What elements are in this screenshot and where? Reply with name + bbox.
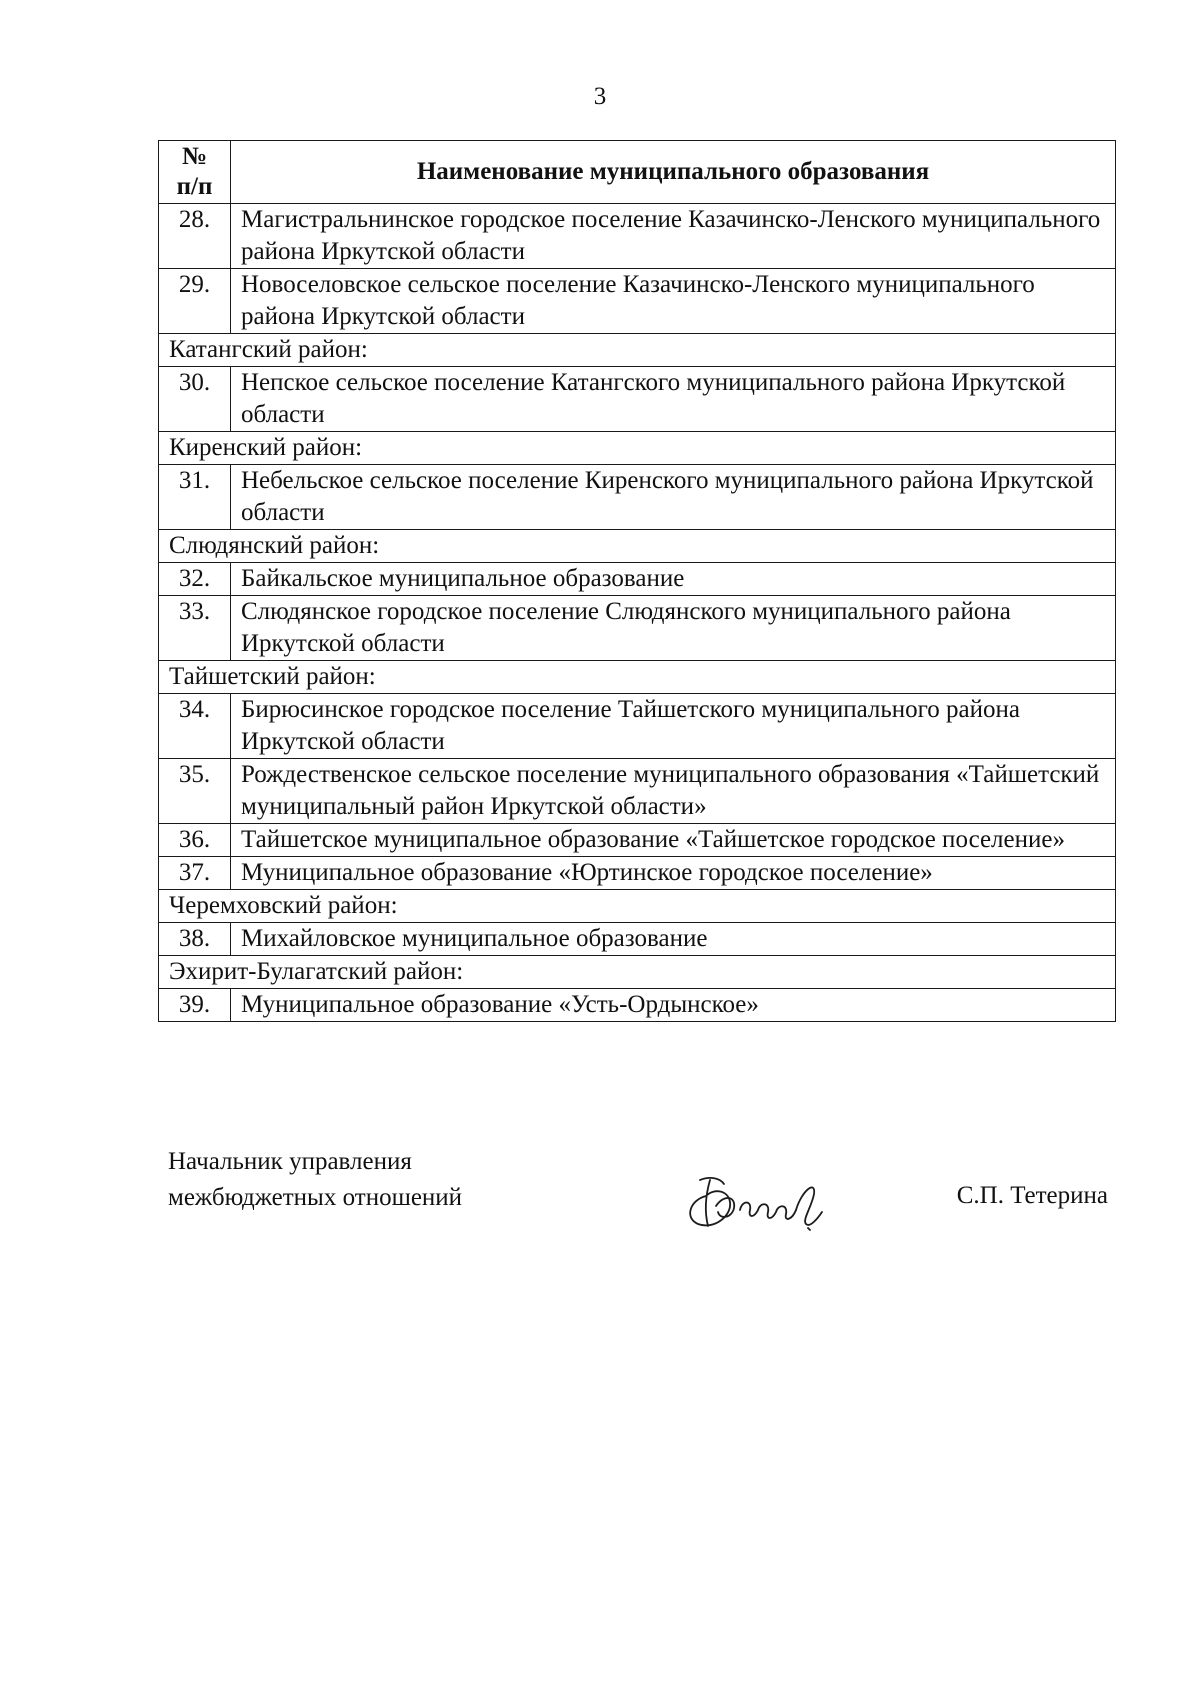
district-row <box>159 432 1116 465</box>
row-number: 39. <box>159 989 231 1022</box>
municipality-name: Тайшетское муниципальное образование «Тайшетское городское поселение» <box>231 824 1116 857</box>
municipality-name: Муниципальное образование «Юртинское городское поселение» <box>231 857 1116 890</box>
row-number: 31. <box>159 465 231 530</box>
district-row <box>159 890 1116 923</box>
signatory-title-line1: Начальник управления <box>168 1148 412 1175</box>
row-number: 35. <box>159 759 231 824</box>
row-number: 32. <box>159 563 231 596</box>
table-row <box>159 989 1116 1022</box>
row-number: 34. <box>159 694 231 759</box>
municipality-name: Небельское сельское поселение Киренского муниципального района Иркутской области <box>231 465 1116 530</box>
district-name: Эхирит-Булагатский район: <box>159 956 1116 989</box>
table-row <box>159 923 1116 956</box>
district-name: Катангский район: <box>159 334 1116 367</box>
district-name: Слюдянский район: <box>159 530 1116 563</box>
table-row <box>159 857 1116 890</box>
table-row <box>159 204 1116 269</box>
table-row <box>159 563 1116 596</box>
header-number <box>159 141 231 204</box>
municipality-name: Новоселовское сельское поселение Казачинско-Ленского муниципального района Иркутской области <box>231 269 1116 334</box>
municipality-name: Байкальское муниципальное образование <box>231 563 1116 596</box>
municipality-name: Муниципальное образование «Усть-Ордынское» <box>231 989 1116 1022</box>
municipality-name: Михайловское муниципальное образование <box>231 923 1116 956</box>
table-row <box>159 694 1116 759</box>
table-row <box>159 759 1116 824</box>
handwritten-signature <box>680 1166 840 1236</box>
municipality-name: Слюдянское городское поселение Слюдянского муниципального района Иркутской области <box>231 596 1116 661</box>
municipality-name: Магистральнинское городское поселение Казачинско-Ленского муниципального района Иркутской области <box>231 204 1116 269</box>
district-row <box>159 956 1116 989</box>
table-body <box>159 204 1116 1022</box>
table-header-row <box>159 141 1116 204</box>
district-row <box>159 530 1116 563</box>
municipal-formations-table <box>158 140 1116 1022</box>
row-number: 37. <box>159 857 231 890</box>
row-number: 38. <box>159 923 231 956</box>
row-number: 29. <box>159 269 231 334</box>
page-number: 3 <box>593 83 607 110</box>
district-name: Тайшетский район: <box>159 661 1116 694</box>
signatory-name: С.П. Тетерина <box>956 1182 1108 1209</box>
district-row <box>159 661 1116 694</box>
municipality-name: Непское сельское поселение Катангского муниципального района Иркутской области <box>231 367 1116 432</box>
header-name: Наименование муниципального образования <box>231 141 1116 204</box>
header-number-abbr: п/п <box>176 173 213 200</box>
table-row <box>159 269 1116 334</box>
row-number: 33. <box>159 596 231 661</box>
row-number: 28. <box>159 204 231 269</box>
header-number-sign: № <box>181 143 208 170</box>
row-number: 36. <box>159 824 231 857</box>
table-row <box>159 465 1116 530</box>
table-row <box>159 596 1116 661</box>
district-row <box>159 334 1116 367</box>
municipality-name: Рождественское сельское поселение муниципального образования «Тайшетский муниципальный район Иркутской области» <box>231 759 1116 824</box>
table-row <box>159 367 1116 432</box>
signatory-title <box>168 1144 462 1216</box>
district-name: Киренский район: <box>159 432 1116 465</box>
district-name: Черемховский район: <box>159 890 1116 923</box>
signatory-title-line2: межбюджетных отношений <box>168 1184 463 1211</box>
row-number: 30. <box>159 367 231 432</box>
municipality-name: Бирюсинское городское поселение Тайшетского муниципального района Иркутской области <box>231 694 1116 759</box>
table-row <box>159 824 1116 857</box>
